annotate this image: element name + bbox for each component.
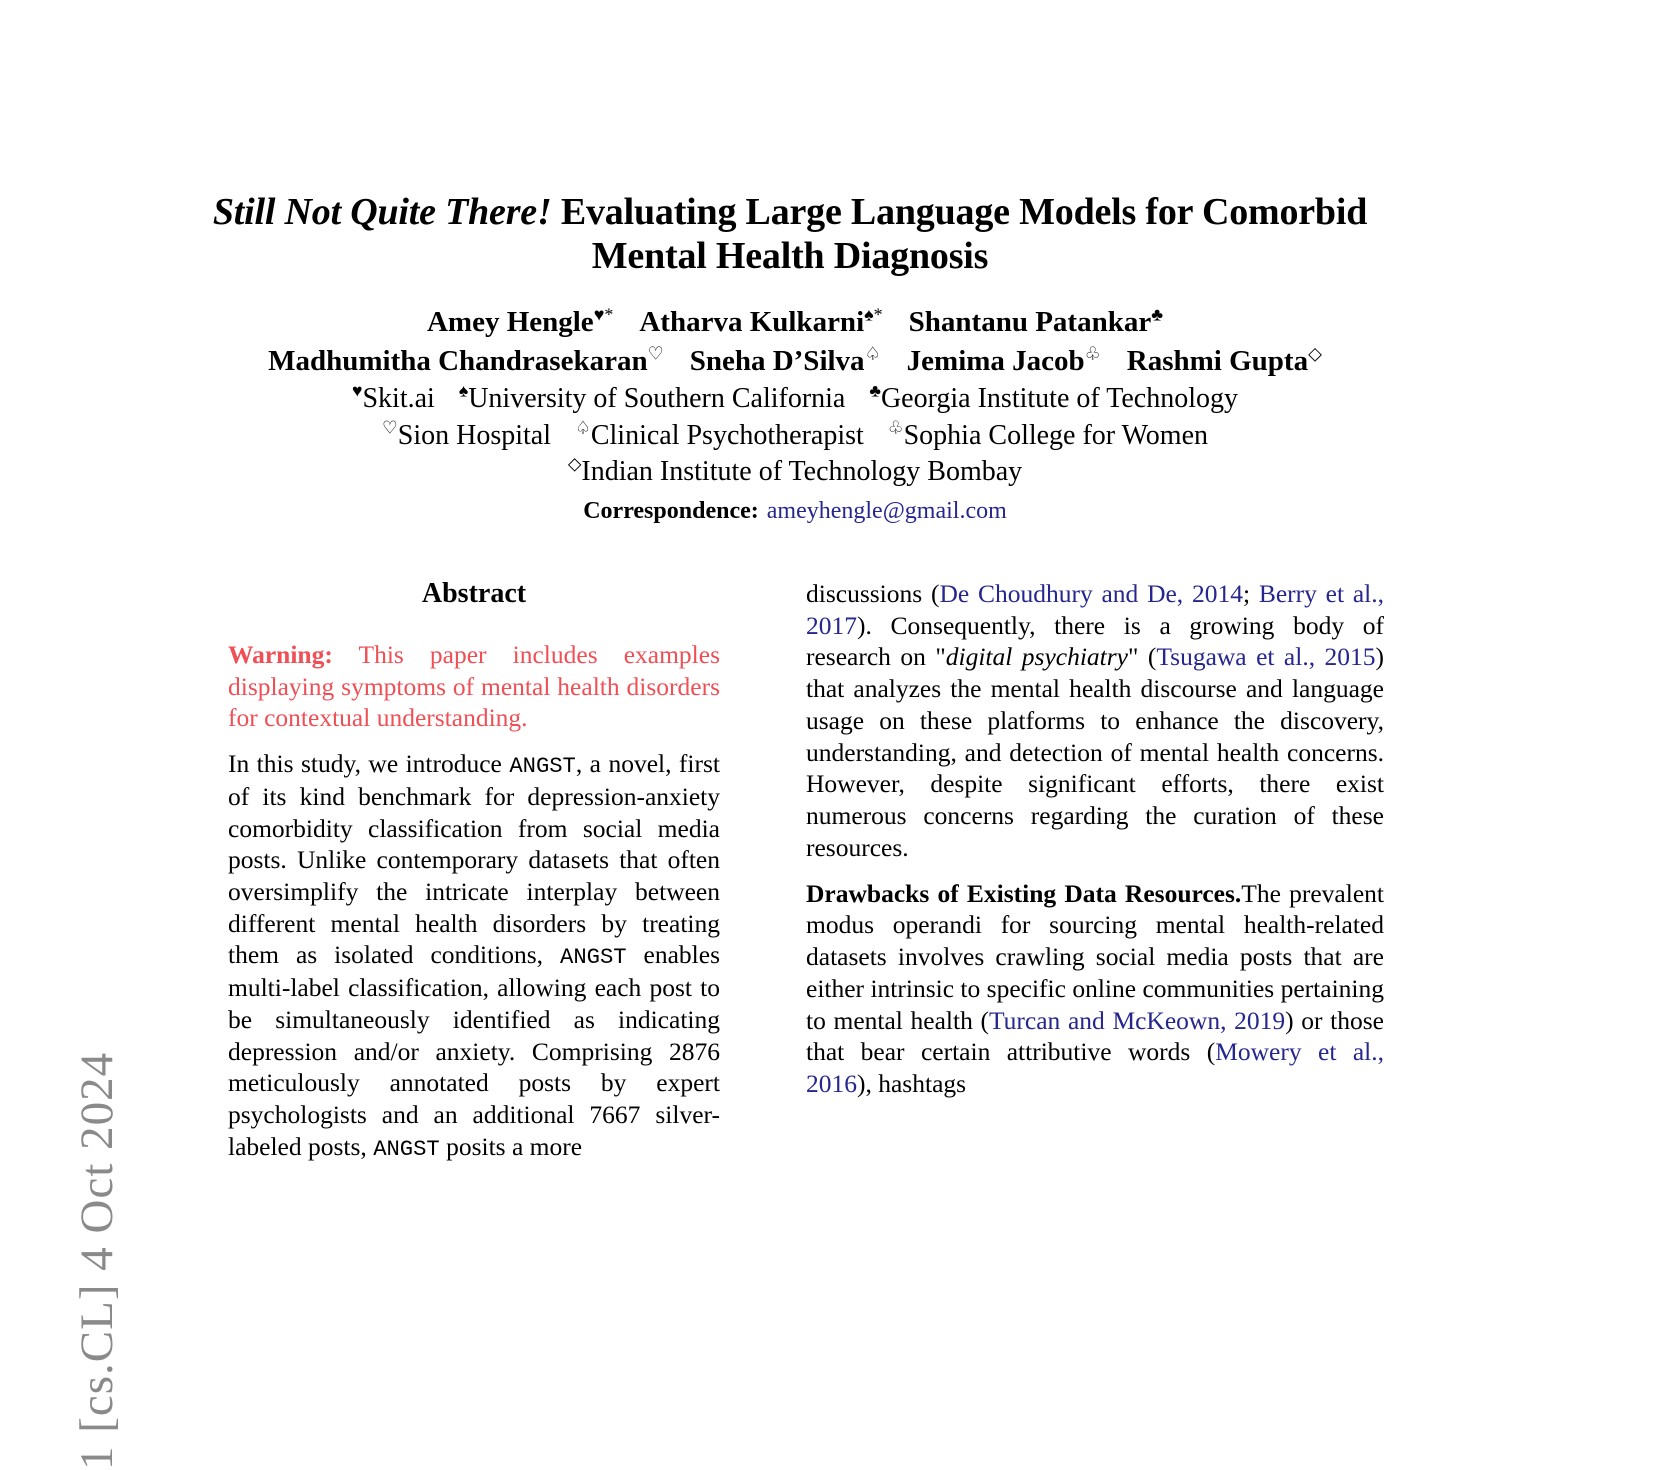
affiliation-name: Georgia Institute of Technology [880,383,1238,414]
author-row-1 [150,303,1440,342]
author-affil-marks: ♠* [864,304,883,325]
affiliation-mark: ◇ [567,454,582,475]
author-entry [909,306,1163,338]
citation-link[interactable]: De Choudhury and De, 2014 [939,579,1243,608]
citation-link[interactable]: Mowery et al., 2016 [806,1037,1384,1099]
author-name: Sneha D’Silva [689,344,865,377]
author-name: Rashmi Gupta [1126,344,1309,377]
correspondence [150,498,1440,525]
body-text-run: ), hashtags [857,1069,967,1099]
author-entry [427,306,613,338]
correspondence-email-link[interactable]: ameyhengle@gmail.com [766,498,1007,524]
body-text-run: , a novel, first of its kind benchmark for depression-anxiety comorbidity classification from social media posts. Unlike contemporary datasets that often oversimplify the intricate interplay between different mental health disorders by treating them as isolated conditions, [228,749,720,970]
title-rest: Evaluating Large Language Models for Comorbid Mental Health Diagnosis [560,191,1368,278]
left-column [228,578,720,1177]
author-entry [268,342,664,377]
citation-link[interactable]: Turcan and McKeown, 2019 [989,1005,1286,1035]
affiliation-list [150,381,1440,491]
affiliation-row-3 [150,454,1440,491]
body-text-run: The prevalent modus operandi for sourcing mental health-related datasets involves crawling social media posts that are either intrinsic to specific online communities pertaining to mental health ( [806,878,1384,1035]
affiliation-entry [458,380,846,414]
arxiv-stamp-text: 1 [cs.CL] 4 Oct 2024 [71,1051,123,1470]
correspondence-label: Correspondence: [583,498,759,524]
body-text-run: ) or those that bear certain attributive words ( [806,1005,1384,1067]
author-affil-marks: ◇ [1308,342,1322,363]
affiliation-mark: ♠ [458,380,469,401]
title-block [190,190,1390,278]
author-name: Jemima Jacob [906,344,1085,377]
affiliation-entry [887,417,1209,451]
author-affil-marks: ♣ [1151,304,1164,325]
body-text-run: posits a more [439,1131,583,1161]
page-title [190,190,1390,278]
abstract-body [228,748,720,1163]
abstract-warning [228,639,720,734]
right-column [806,578,1384,1114]
dataset-name-mono: ANGST [509,754,576,780]
affiliation-name: Sion Hospital [397,419,552,451]
affiliation-entry [568,456,1022,487]
affiliation-name: Clinical Psychotherapist [590,419,864,451]
body-text-run: ) that analyzes the mental health discourse and language usage on these platforms to enhance the discovery, understanding, and detection of mental health concerns. However, despite significant efforts, there exist numerous concerns regarding the curation of these resources. [806,642,1385,862]
dataset-name-mono: ANGST [373,1136,440,1162]
body-text-run: ). Consequently, there is a growing body of research on " [806,610,1384,672]
author-entry [1126,342,1322,377]
affiliation-mark: ♡ [381,417,398,438]
author-entry [689,342,881,377]
dataset-name-mono: ANGST [560,945,627,971]
arxiv-stamp [0,0,150,1470]
affiliation-mark: ♤ [575,417,591,438]
author-name: Atharva Kulkarni [639,306,865,338]
author-affil-marks: ♧ [1084,342,1101,363]
author-list [150,303,1440,380]
affiliation-name: Indian Institute of Technology Bombay [581,456,1023,488]
intro-paragraph-2 [806,878,1384,1100]
body-text-run: ; [1242,579,1259,608]
affiliation-row-1 [150,381,1440,418]
intro-paragraph-1 [806,578,1384,864]
affiliation-name: Sophia College for Women [903,419,1209,451]
title-italic-part: Still Not Quite There! [212,191,552,233]
abstract-heading: Abstract [421,578,527,609]
author-affil-marks: ♤ [864,342,881,363]
citation-link[interactable]: Berry et al., 2017 [806,579,1384,640]
body-text-run: enables multi-label classification, allowing each post to be simultaneously identified as indicating depression and/or anxiety. Comprising 2876 meticulously annotated posts by expert psychologists and an additional 7667 silver-labeled posts, [228,940,720,1161]
author-entry [906,342,1101,377]
author-name: Madhumitha Chandrasekaran [268,344,648,377]
author-name: Amey Hengle [426,306,594,338]
body-text-run: In this study, we introduce [228,749,510,779]
affiliation-name: University of Southern California [468,383,846,414]
author-entry [639,306,882,338]
citation-link[interactable]: Tsugawa et al., 2015 [1156,642,1376,672]
author-row-2 [150,342,1440,381]
affiliation-entry [869,380,1238,414]
emphasized-term: digital psychiatry [945,642,1128,672]
affiliation-mark: ♣ [869,380,881,401]
body-text-run: discussions ( [806,579,940,608]
affiliation-name: Skit.ai [362,383,435,414]
author-affil-marks: ♥* [593,304,614,325]
affiliation-entry [381,417,552,451]
author-name: Shantanu Patankar [908,306,1152,338]
affiliation-entry [352,380,435,414]
abstract-warning-text: This paper includes examples displaying symptoms of mental health disorders for contextual understanding. [228,640,720,733]
paragraph-run-in-heading: Drawbacks of Existing Data Resources. [806,878,1242,908]
affiliation-row-2 [150,418,1440,455]
abstract-warning-label: Warning: [228,640,333,669]
affiliation-mark: ♥ [352,380,363,401]
body-text-run: " ( [1128,642,1157,672]
affiliation-entry [575,417,864,451]
author-affil-marks: ♡ [647,342,664,363]
affiliation-mark: ♧ [887,417,904,438]
